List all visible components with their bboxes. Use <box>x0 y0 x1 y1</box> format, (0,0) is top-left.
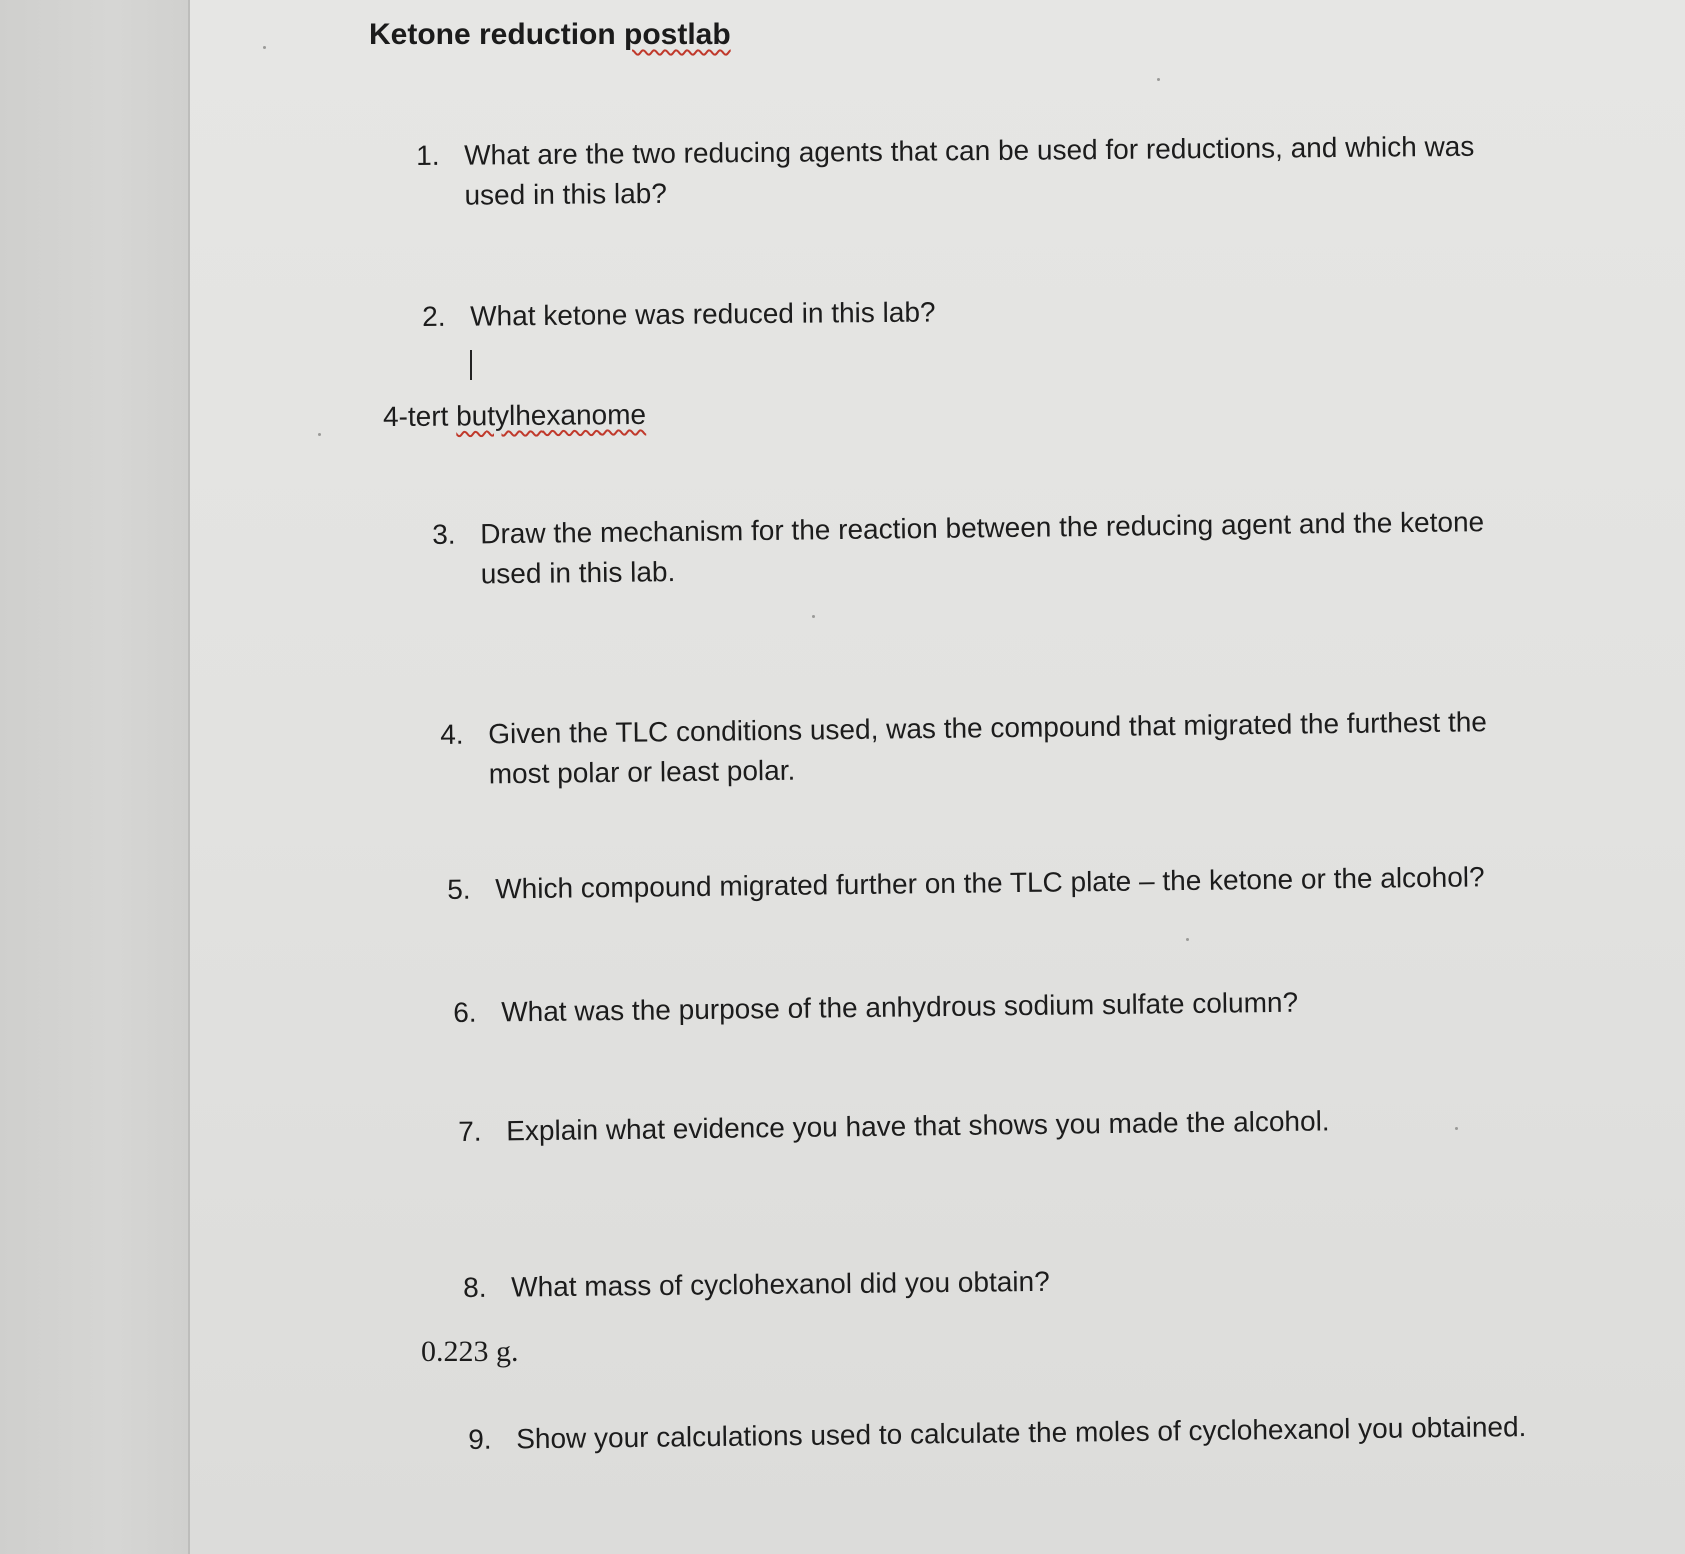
answer-q2 <box>383 399 646 433</box>
question-number: 2. <box>422 300 446 332</box>
text-cursor <box>470 350 472 380</box>
question-number: 3. <box>432 518 456 550</box>
paper-speck <box>1157 78 1160 81</box>
title-text: Ketone reduction <box>369 18 625 51</box>
question-number: 4. <box>440 718 464 750</box>
paper-speck <box>263 46 266 49</box>
question-text: Draw the mechanism for the reaction between the reducing agent and the ketone used in this lab. <box>480 506 1485 590</box>
question-text: What mass of cyclohexanol did you obtain? <box>511 1265 1050 1303</box>
question-number: 1. <box>416 139 440 171</box>
paper-speck <box>812 615 815 618</box>
question-text: What was the purpose of the anhydrous sodium sulfate column? <box>501 986 1299 1028</box>
question-text: Explain what evidence you have that shows you made the alcohol. <box>506 1105 1330 1147</box>
answer-q2-flagged-word: butylhexanome <box>456 398 647 432</box>
paper-speck <box>1455 1127 1458 1130</box>
question-text: What are the two reducing agents that can be used for reductions, and which was used in this lab? <box>464 130 1475 211</box>
document-title <box>369 18 731 52</box>
question-number: 8. <box>463 1271 487 1303</box>
question-text: Show your calculations used to calculate the moles of cyclohexanol you obtained. <box>516 1411 1527 1455</box>
question-text: Which compound migrated further on the TLC plate – the ketone or the alcohol? <box>495 861 1485 905</box>
question-text: What ketone was reduced in this lab? <box>470 296 936 332</box>
question-number: 9. <box>468 1423 492 1455</box>
question-number: 5. <box>447 873 471 905</box>
question-number: 6. <box>453 996 477 1028</box>
paper-speck <box>1186 938 1189 941</box>
question-number: 7. <box>458 1115 482 1147</box>
paper-speck <box>318 433 321 436</box>
answer-q8: 0.223 g. <box>421 1335 519 1368</box>
question-text: Given the TLC conditions used, was the compound that migrated the furthest the most polar or least polar. <box>488 706 1488 790</box>
answer-q2-prefix: 4-tert <box>382 400 457 433</box>
left-margin <box>0 0 190 1554</box>
title-flagged-word: postlab <box>624 18 731 51</box>
